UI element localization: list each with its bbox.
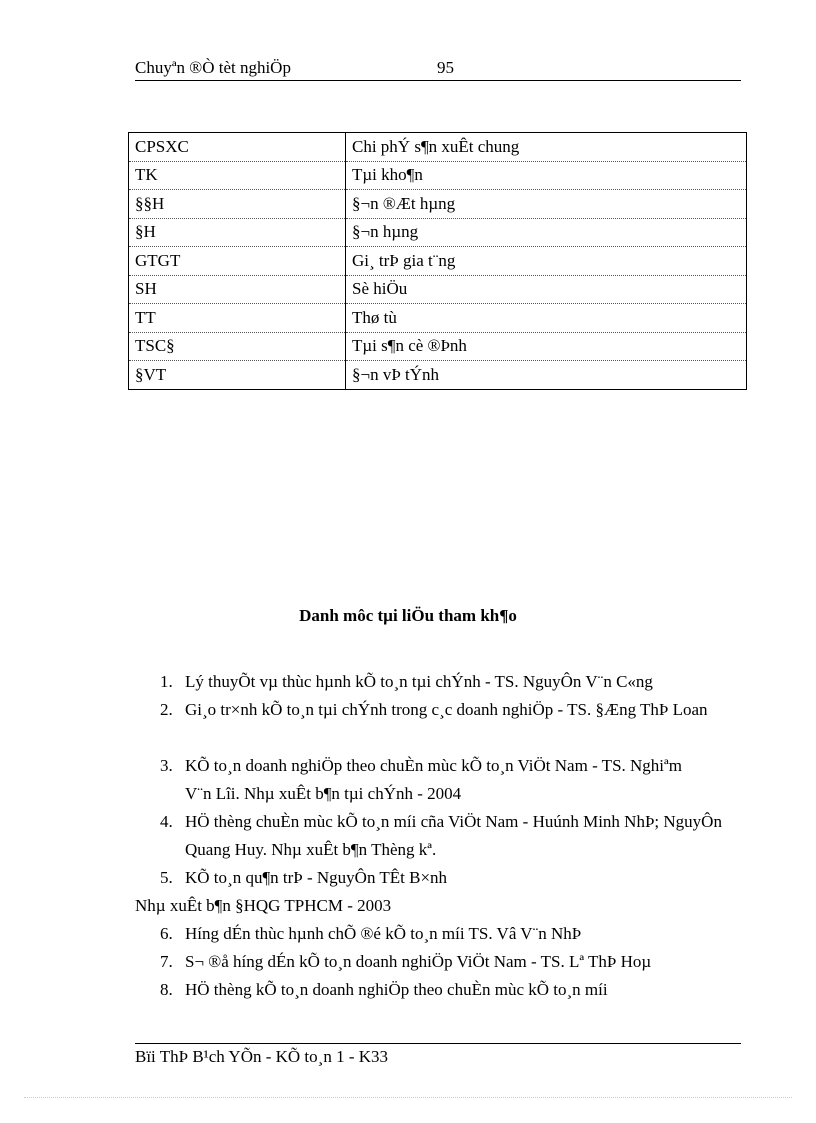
- abbreviation-row: [129, 133, 747, 162]
- abbreviation-code: §H: [129, 218, 346, 247]
- abbreviation-row: [129, 247, 747, 276]
- abbreviation-meaning: §¬n vÞ tÝnh: [346, 361, 747, 390]
- abbreviation-row: [129, 361, 747, 390]
- page-bottom-dotted-line: [24, 1097, 792, 1098]
- abbreviation-meaning: Chi phÝ s¶n xuÊt chung: [346, 133, 747, 162]
- publisher-line: Nhµ xuÊt b¶n §HQG TPHCM - 2003: [135, 896, 392, 915]
- page-footer: Bïi ThÞ B¹ch YÕn - KÕ to¸n 1 - K33: [135, 1047, 389, 1066]
- abbreviation-meaning: Sè hiÖu: [346, 275, 747, 304]
- abbreviation-meaning: Tµi kho¶n: [346, 161, 747, 190]
- abbreviation-code: §§H: [129, 190, 346, 219]
- abbreviation-code: GTGT: [129, 247, 346, 276]
- abbreviation-code: CPSXC: [129, 133, 346, 162]
- abbreviation-code: TSC§: [129, 332, 346, 361]
- abbreviation-code: SH: [129, 275, 346, 304]
- abbreviation-row: [129, 304, 747, 333]
- abbreviation-meaning: §¬n ®Æt hµng: [346, 190, 747, 219]
- abbreviation-row: [129, 190, 747, 219]
- page-number: 95: [437, 58, 454, 77]
- abbreviation-code: TT: [129, 304, 346, 333]
- abbreviation-table: [128, 132, 747, 390]
- abbreviation-row: [129, 275, 747, 304]
- abbreviation-row: [129, 218, 747, 247]
- abbreviation-code: TK: [129, 161, 346, 190]
- abbreviation-row: [129, 161, 747, 190]
- abbreviation-meaning: Thø tù: [346, 304, 747, 333]
- header-title: Chuyªn ®Ò tèt nghiÖp: [135, 58, 291, 77]
- footer-divider: [135, 1043, 741, 1044]
- abbreviation-meaning: Gi¸ trÞ gia t¨ng: [346, 247, 747, 276]
- references-title: Danh môc tµi liÖu tham kh¶o: [299, 606, 517, 625]
- page-header: [135, 58, 741, 81]
- abbreviation-row: [129, 332, 747, 361]
- abbreviation-meaning: Tµi s¶n cè ®Þnh: [346, 332, 747, 361]
- abbreviation-meaning: §¬n hµng: [346, 218, 747, 247]
- abbreviation-code: §VT: [129, 361, 346, 390]
